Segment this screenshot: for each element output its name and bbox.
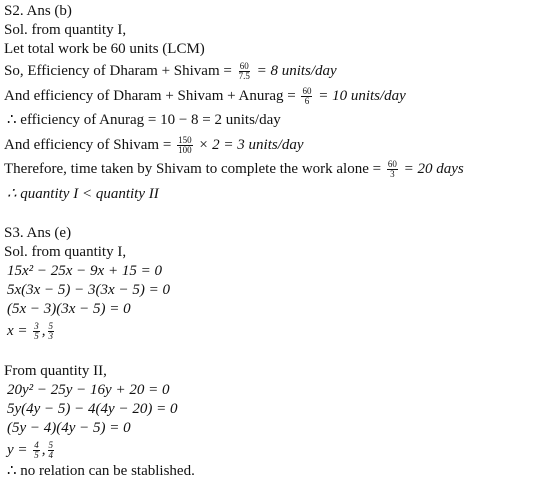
s3-q2-root2: $\frac{5}{4}$ [48,439,54,460]
s2-eff1-pre: So, Efficiency of Dharam + Shivam = [4,63,236,79]
s2-shivam-post: × 2 = 3 units/day [194,136,304,153]
s3-q1-eq3: (5x − 3)(3x − 5) = 0 [7,301,131,317]
s2-eff2-post: = 10 units/day [314,87,406,104]
s3-q2-eq2: 5y(4y − 5) − 4(4y − 20) = 0 [7,400,178,417]
s2-result-line: ∴ quantity I < quantity II [7,185,159,202]
s2-eff2-line [4,84,550,109]
section-spacer [4,206,550,224]
s3-q2-separator: , [41,441,46,458]
s3-q2-sol: From quantity II, [4,362,107,379]
s3-q1-eq2: 5x(3x − 5) − 3(3x − 5) = 0 [7,282,170,298]
s2-eff1-fraction: $\frac{60}{7.5}$ [238,61,250,82]
s2-time-pre: Therefore, time taken by Shivam to complete the work alone = [4,161,385,177]
s2-shivam-line [4,133,550,158]
s2-eff1-line [4,59,550,84]
s2-eff2-fraction: $\frac{60}{6}$ [302,85,312,106]
s3-q1-sol: Sol. from quantity I, [4,244,127,260]
s2-shivam-fraction: $\frac{150}{100}$ [178,134,192,155]
s2-work-line: Let total work be 60 units (LCM) [4,41,205,57]
s2-heading: S2. Ans (b) [4,3,72,19]
s2-eff1-post: = 8 units/day [252,63,337,79]
s2-shivam-pre: And efficiency of Shivam = [4,136,176,153]
s2-anurag-line: ∴ efficiency of Anurag = 10 − 8 = 2 units/day [7,112,281,128]
s3-conclusion: ∴ no relation can be stablished. [7,463,195,479]
s3-q2-roots [4,438,550,463]
s3-q1-root2: $\frac{5}{3}$ [48,321,54,342]
s2-time-line [4,157,550,182]
quantity-spacer [4,344,550,362]
s3-q1-root-label: x = [7,323,32,339]
s3-q1-roots [4,319,550,344]
s3-q1-separator: , [41,323,46,339]
s3-heading: S3. Ans (e) [4,225,72,241]
s3-q1-root1: $\frac{3}{5}$ [34,321,39,342]
s3-q1-eq1: 15x² − 25x − 9x + 15 = 0 [7,263,162,279]
s2-eff2-pre: And efficiency of Dharam + Shivam + Anurag = [4,87,300,104]
s2-time-fraction: $\frac{60}{3}$ [387,159,397,180]
s3-q2-root-label: y = [7,441,32,458]
s2-time-post: = 20 days [399,161,464,177]
s3-q2-eq3: (5y − 4)(4y − 5) = 0 [7,419,131,436]
s3-q2-root1: $\frac{4}{5}$ [34,439,39,460]
s3-q2-eq1: 20y² − 25y − 16y + 20 = 0 [7,381,170,398]
s2-sol-line: Sol. from quantity I, [4,22,127,38]
